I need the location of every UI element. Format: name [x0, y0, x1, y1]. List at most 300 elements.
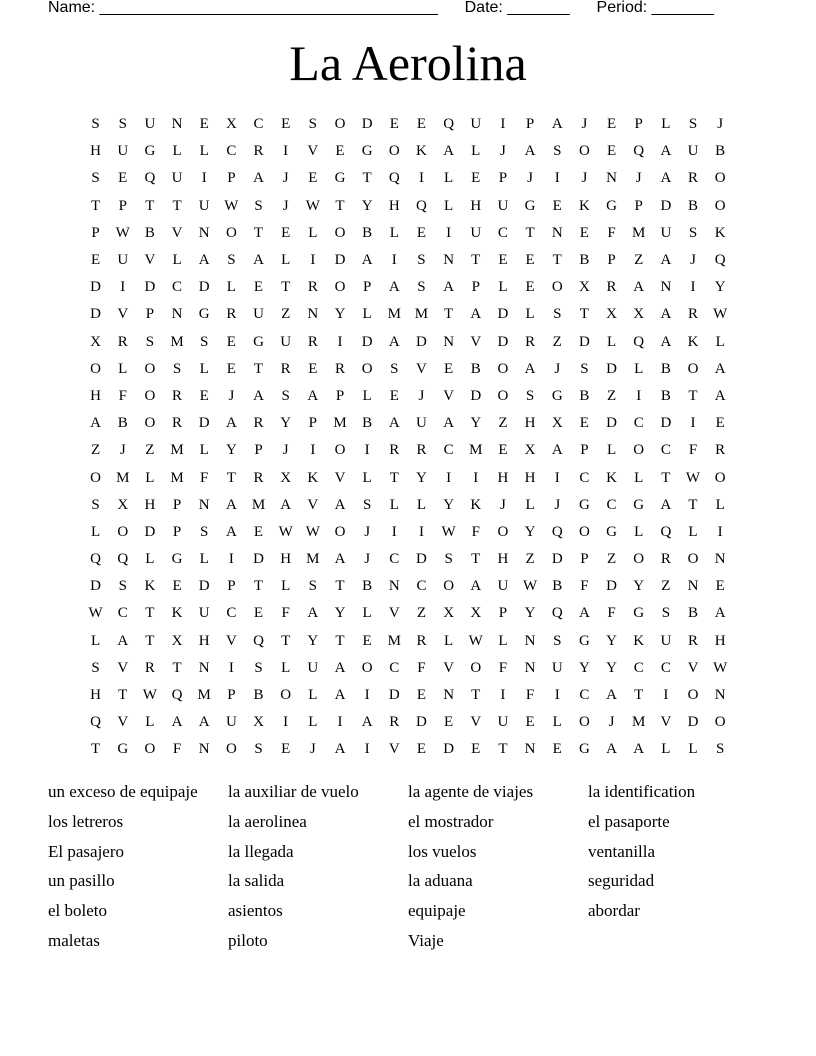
grid-letter[interactable]: S	[580, 360, 589, 377]
grid-letter[interactable]: E	[715, 578, 725, 595]
grid-letter[interactable]: S	[661, 605, 671, 622]
grid-letter[interactable]: D	[497, 333, 509, 350]
grid-letter[interactable]: O	[443, 578, 455, 595]
grid-letter[interactable]: N	[687, 578, 699, 595]
grid-letter[interactable]: P	[634, 116, 643, 133]
grid-letter[interactable]: A	[551, 116, 563, 133]
grid-letter[interactable]: T	[471, 687, 481, 704]
grid-letter[interactable]: E	[552, 197, 562, 214]
grid-letter[interactable]: C	[443, 442, 454, 459]
grid-letter[interactable]: D	[90, 578, 101, 595]
grid-letter[interactable]: D	[660, 197, 672, 214]
grid-letter[interactable]: R	[117, 333, 128, 350]
grid-letter[interactable]: U	[687, 143, 699, 160]
grid-letter[interactable]: B	[552, 578, 563, 595]
grid-letter[interactable]: M	[632, 224, 646, 241]
grid-letter[interactable]: X	[551, 415, 563, 432]
grid-letter[interactable]: D	[443, 741, 455, 758]
grid-letter[interactable]: T	[362, 170, 372, 187]
grid-letter[interactable]: S	[254, 659, 263, 676]
grid-letter[interactable]: T	[525, 224, 535, 241]
grid-letter[interactable]: T	[145, 197, 155, 214]
grid-letter[interactable]: J	[554, 496, 561, 513]
grid-letter[interactable]: J	[282, 442, 289, 459]
grid-letter[interactable]: O	[551, 279, 563, 296]
grid-letter[interactable]: J	[418, 387, 425, 404]
grid-letter[interactable]: Z	[606, 387, 617, 404]
grid-letter[interactable]: U	[144, 116, 156, 133]
grid-letter[interactable]: L	[362, 387, 372, 404]
grid-letter[interactable]: K	[606, 469, 617, 486]
grid-letter[interactable]: B	[579, 387, 590, 404]
grid-letter[interactable]: Q	[416, 197, 427, 214]
grid-letter[interactable]: E	[416, 687, 427, 704]
grid-letter[interactable]: T	[226, 469, 236, 486]
grid-letter[interactable]: I	[228, 659, 234, 676]
grid-letter[interactable]: C	[226, 605, 237, 622]
grid-letter[interactable]: S	[553, 143, 562, 160]
grid-letter[interactable]: U	[660, 224, 672, 241]
grid-letter[interactable]: J	[717, 116, 724, 133]
grid-letter[interactable]: M	[387, 306, 401, 323]
grid-letter[interactable]: R	[172, 415, 183, 432]
grid-letter[interactable]: O	[225, 741, 237, 758]
grid-letter[interactable]: I	[201, 170, 207, 187]
grid-letter[interactable]: O	[497, 360, 509, 377]
grid-letter[interactable]: E	[416, 224, 427, 241]
grid-letter[interactable]: Y	[606, 632, 617, 649]
grid-letter[interactable]: U	[117, 252, 129, 269]
grid-letter[interactable]: N	[388, 578, 400, 595]
grid-letter[interactable]: P	[145, 306, 155, 323]
grid-letter[interactable]: T	[118, 687, 128, 704]
grid-letter[interactable]: N	[660, 279, 672, 296]
grid-letter[interactable]: E	[118, 170, 128, 187]
grid-letter[interactable]: L	[308, 714, 318, 731]
grid-letter[interactable]: P	[308, 415, 317, 432]
grid-letter[interactable]: X	[253, 714, 264, 731]
grid-letter[interactable]: J	[581, 116, 588, 133]
grid-letter[interactable]: O	[280, 687, 292, 704]
grid-letter[interactable]: A	[443, 279, 455, 296]
grid-letter[interactable]: W	[713, 306, 728, 323]
grid-letter[interactable]: Q	[660, 523, 672, 540]
grid-letter[interactable]: D	[416, 333, 427, 350]
grid-letter[interactable]: X	[171, 632, 183, 649]
grid-letter[interactable]: F	[580, 578, 589, 595]
grid-letter[interactable]: S	[308, 116, 317, 133]
grid-letter[interactable]: C	[497, 224, 508, 241]
grid-letter[interactable]: S	[553, 306, 562, 323]
grid-letter[interactable]: E	[308, 360, 318, 377]
grid-letter[interactable]: A	[443, 143, 455, 160]
grid-letter[interactable]: N	[198, 659, 210, 676]
grid-letter[interactable]: L	[362, 605, 372, 622]
grid-letter[interactable]: D	[416, 714, 427, 731]
grid-letter[interactable]: M	[170, 469, 184, 486]
grid-letter[interactable]: F	[498, 659, 508, 676]
grid-letter[interactable]: L	[308, 687, 318, 704]
grid-letter[interactable]: O	[144, 387, 156, 404]
grid-letter[interactable]: I	[554, 170, 560, 187]
grid-letter[interactable]: L	[416, 496, 427, 513]
grid-letter[interactable]: V	[443, 659, 455, 676]
grid-letter[interactable]: Z	[525, 551, 535, 568]
grid-letter[interactable]: D	[361, 333, 373, 350]
grid-letter[interactable]: L	[552, 714, 562, 731]
grid-letter[interactable]: T	[281, 632, 291, 649]
grid-letter[interactable]: H	[90, 143, 101, 160]
grid-letter[interactable]: J	[282, 170, 289, 187]
grid-letter[interactable]: J	[527, 170, 533, 187]
grid-letter[interactable]: V	[660, 714, 672, 731]
grid-letter[interactable]: S	[254, 197, 263, 214]
grid-letter[interactable]: O	[633, 442, 645, 459]
grid-letter[interactable]: N	[171, 116, 183, 133]
grid-letter[interactable]: T	[688, 387, 698, 404]
grid-letter[interactable]: S	[390, 360, 399, 377]
grid-letter[interactable]: D	[388, 687, 400, 704]
grid-letter[interactable]: N	[198, 741, 210, 758]
grid-letter[interactable]: A	[307, 387, 319, 404]
grid-letter[interactable]: R	[606, 279, 617, 296]
grid-letter[interactable]: Y	[225, 442, 237, 459]
grid-letter[interactable]: J	[228, 387, 235, 404]
grid-letter[interactable]: O	[578, 143, 590, 160]
grid-letter[interactable]: Y	[334, 605, 346, 622]
grid-letter[interactable]: X	[470, 605, 482, 622]
grid-letter[interactable]: X	[606, 306, 617, 323]
grid-letter[interactable]: Q	[171, 687, 183, 704]
grid-letter[interactable]: L	[688, 523, 698, 540]
grid-letter[interactable]: U	[253, 306, 264, 323]
grid-letter[interactable]: R	[688, 632, 699, 649]
grid-letter[interactable]: L	[634, 523, 644, 540]
grid-letter[interactable]: R	[389, 442, 400, 459]
grid-letter[interactable]: P	[498, 605, 508, 622]
name-field-label[interactable]: Name: ______________________________________	[48, 0, 438, 16]
grid-letter[interactable]: O	[117, 523, 129, 540]
grid-letter[interactable]: I	[500, 687, 506, 704]
grid-letter[interactable]: W	[115, 224, 130, 241]
grid-letter[interactable]: I	[120, 279, 126, 296]
grid-letter[interactable]: E	[281, 224, 291, 241]
grid-letter[interactable]: U	[307, 659, 319, 676]
grid-letter[interactable]: J	[364, 523, 371, 540]
grid-letter[interactable]: J	[554, 360, 561, 377]
grid-letter[interactable]: T	[145, 632, 155, 649]
grid-letter[interactable]: L	[471, 143, 481, 160]
grid-letter[interactable]: U	[198, 605, 210, 622]
grid-letter[interactable]: U	[225, 714, 237, 731]
grid-letter[interactable]: I	[364, 442, 370, 459]
grid-letter[interactable]: I	[446, 224, 452, 241]
grid-letter[interactable]: H	[497, 469, 509, 486]
grid-letter[interactable]: C	[633, 659, 644, 676]
grid-letter[interactable]: F	[281, 605, 290, 622]
grid-letter[interactable]: D	[660, 415, 672, 432]
grid-letter[interactable]: A	[198, 252, 210, 269]
grid-letter[interactable]: P	[227, 578, 236, 595]
grid-letter[interactable]: D	[334, 252, 346, 269]
grid-letter[interactable]: L	[145, 469, 155, 486]
grid-letter[interactable]: D	[551, 551, 563, 568]
grid-letter[interactable]: Q	[253, 632, 264, 649]
grid-letter[interactable]: B	[579, 252, 590, 269]
grid-letter[interactable]: Y	[443, 496, 455, 513]
grid-letter[interactable]: J	[309, 741, 316, 758]
grid-letter[interactable]: Q	[117, 551, 129, 568]
grid-letter[interactable]: A	[253, 252, 264, 269]
grid-letter[interactable]: O	[361, 659, 373, 676]
grid-letter[interactable]: D	[90, 306, 101, 323]
grid-letter[interactable]: S	[91, 496, 100, 513]
grid-letter[interactable]: R	[253, 469, 264, 486]
grid-letter[interactable]: E	[579, 224, 589, 241]
grid-letter[interactable]: U	[660, 632, 672, 649]
grid-letter[interactable]: W	[224, 197, 239, 214]
grid-letter[interactable]: E	[253, 605, 264, 622]
grid-letter[interactable]: X	[633, 306, 645, 323]
grid-letter[interactable]: Y	[606, 659, 617, 676]
grid-letter[interactable]: K	[714, 224, 726, 241]
grid-letter[interactable]: E	[253, 279, 264, 296]
grid-letter[interactable]: F	[688, 442, 698, 459]
grid-letter[interactable]: T	[253, 360, 264, 377]
grid-letter[interactable]: E	[416, 741, 427, 758]
grid-letter[interactable]: A	[443, 415, 455, 432]
grid-letter[interactable]: O	[578, 714, 590, 731]
grid-letter[interactable]: P	[227, 687, 236, 704]
grid-letter[interactable]: L	[661, 116, 671, 133]
grid-letter[interactable]: G	[578, 632, 590, 649]
grid-letter[interactable]: U	[117, 143, 129, 160]
grid-letter[interactable]: L	[199, 442, 209, 459]
grid-letter[interactable]: A	[714, 387, 726, 404]
grid-letter[interactable]: A	[388, 279, 400, 296]
grid-letter[interactable]: I	[636, 387, 642, 404]
grid-letter[interactable]: O	[497, 387, 509, 404]
grid-letter[interactable]: X	[225, 116, 237, 133]
grid-letter[interactable]: V	[388, 741, 400, 758]
grid-letter[interactable]: C	[253, 116, 264, 133]
grid-letter[interactable]: W	[142, 687, 157, 704]
grid-letter[interactable]: A	[660, 333, 672, 350]
grid-letter[interactable]: L	[498, 632, 508, 649]
grid-letter[interactable]: V	[687, 659, 699, 676]
grid-letter[interactable]: I	[554, 687, 560, 704]
grid-letter[interactable]: U	[470, 224, 482, 241]
grid-letter[interactable]: T	[90, 741, 101, 758]
grid-letter[interactable]: L	[634, 360, 644, 377]
grid-letter[interactable]: A	[117, 632, 129, 649]
grid-letter[interactable]: Y	[307, 632, 319, 649]
grid-letter[interactable]: L	[389, 496, 399, 513]
grid-letter[interactable]: Z	[552, 333, 562, 350]
grid-letter[interactable]: O	[633, 551, 645, 568]
grid-letter[interactable]: M	[414, 306, 429, 323]
grid-letter[interactable]: S	[688, 116, 698, 133]
grid-letter[interactable]: I	[283, 714, 289, 731]
grid-letter[interactable]: B	[715, 143, 726, 160]
grid-letter[interactable]: G	[633, 605, 645, 622]
grid-letter[interactable]: R	[688, 306, 699, 323]
grid-letter[interactable]: O	[144, 741, 156, 758]
grid-letter[interactable]: J	[581, 170, 588, 187]
grid-letter[interactable]: B	[362, 415, 373, 432]
grid-letter[interactable]: L	[145, 714, 155, 731]
grid-letter[interactable]: B	[253, 687, 264, 704]
grid-letter[interactable]: F	[607, 224, 616, 241]
grid-letter[interactable]: E	[606, 116, 617, 133]
grid-letter[interactable]: A	[280, 496, 292, 513]
grid-letter[interactable]: G	[551, 387, 563, 404]
grid-letter[interactable]: Y	[470, 415, 482, 432]
grid-letter[interactable]: E	[525, 252, 535, 269]
grid-letter[interactable]: A	[171, 714, 183, 731]
grid-letter[interactable]: M	[197, 687, 211, 704]
grid-letter[interactable]: T	[172, 659, 182, 676]
grid-letter[interactable]: G	[524, 197, 536, 214]
grid-letter[interactable]: S	[227, 252, 236, 269]
grid-letter[interactable]: S	[118, 578, 127, 595]
grid-letter[interactable]: L	[172, 143, 182, 160]
grid-letter[interactable]: J	[635, 170, 642, 187]
grid-letter[interactable]: A	[388, 415, 400, 432]
grid-letter[interactable]: S	[118, 116, 127, 133]
grid-letter[interactable]: L	[362, 306, 372, 323]
grid-letter[interactable]: Q	[90, 551, 101, 568]
grid-letter[interactable]: C	[660, 442, 671, 459]
grid-letter[interactable]: Z	[606, 551, 617, 568]
grid-letter[interactable]: R	[172, 387, 183, 404]
grid-letter[interactable]: L	[606, 442, 617, 459]
grid-letter[interactable]: T	[253, 224, 264, 241]
grid-letter[interactable]: E	[389, 387, 399, 404]
grid-letter[interactable]: X	[117, 496, 129, 513]
grid-letter[interactable]: T	[335, 578, 345, 595]
grid-letter[interactable]: F	[525, 687, 535, 704]
grid-letter[interactable]: P	[580, 551, 589, 568]
grid-letter[interactable]: D	[90, 279, 101, 296]
grid-letter[interactable]: L	[226, 279, 236, 296]
grid-letter[interactable]: P	[525, 116, 535, 133]
grid-letter[interactable]: Z	[145, 442, 155, 459]
grid-letter[interactable]: V	[225, 632, 237, 649]
grid-letter[interactable]: Z	[90, 442, 101, 459]
grid-letter[interactable]: I	[473, 469, 479, 486]
grid-letter[interactable]: S	[362, 496, 372, 513]
grid-letter[interactable]: D	[606, 578, 617, 595]
grid-letter[interactable]: U	[416, 415, 427, 432]
grid-letter[interactable]: E	[199, 116, 209, 133]
grid-letter[interactable]: D	[253, 551, 264, 568]
grid-letter[interactable]: D	[416, 551, 427, 568]
grid-letter[interactable]: L	[389, 224, 399, 241]
grid-letter[interactable]: O	[144, 360, 156, 377]
grid-letter[interactable]: E	[471, 170, 481, 187]
grid-letter[interactable]: A	[225, 523, 237, 540]
grid-letter[interactable]: O	[334, 224, 346, 241]
grid-letter[interactable]: V	[307, 496, 319, 513]
grid-letter[interactable]: L	[199, 360, 209, 377]
grid-letter[interactable]: O	[714, 469, 726, 486]
grid-letter[interactable]: N	[524, 741, 536, 758]
grid-letter[interactable]: P	[580, 442, 589, 459]
grid-letter[interactable]: E	[444, 360, 454, 377]
grid-letter[interactable]: M	[387, 632, 401, 649]
grid-letter[interactable]: L	[444, 632, 454, 649]
grid-letter[interactable]: Y	[633, 578, 645, 595]
grid-letter[interactable]: J	[500, 496, 506, 513]
grid-letter[interactable]: M	[469, 442, 483, 459]
grid-letter[interactable]: F	[172, 741, 182, 758]
grid-letter[interactable]: C	[226, 143, 237, 160]
grid-letter[interactable]: X	[280, 469, 292, 486]
date-field-label[interactable]: Date: _______	[464, 0, 570, 16]
grid-letter[interactable]: Y	[334, 306, 346, 323]
grid-letter[interactable]: P	[227, 170, 236, 187]
grid-letter[interactable]: I	[337, 333, 343, 350]
grid-letter[interactable]: C	[660, 659, 671, 676]
grid-letter[interactable]: D	[470, 387, 482, 404]
grid-letter[interactable]: D	[497, 306, 509, 323]
grid-letter[interactable]: J	[364, 551, 371, 568]
grid-letter[interactable]: L	[525, 496, 535, 513]
grid-letter[interactable]: K	[687, 333, 699, 350]
grid-letter[interactable]: X	[443, 605, 455, 622]
grid-letter[interactable]: C	[606, 496, 617, 513]
grid-letter[interactable]: N	[198, 496, 210, 513]
grid-letter[interactable]: T	[145, 605, 155, 622]
grid-letter[interactable]: S	[553, 632, 562, 649]
grid-letter[interactable]: Q	[714, 252, 726, 269]
grid-letter[interactable]: R	[688, 170, 699, 187]
grid-letter[interactable]: Y	[524, 523, 536, 540]
grid-letter[interactable]: H	[714, 632, 726, 649]
grid-letter[interactable]: M	[116, 469, 130, 486]
grid-letter[interactable]: O	[144, 415, 156, 432]
grid-letter[interactable]: D	[144, 279, 156, 296]
grid-letter[interactable]: U	[171, 170, 183, 187]
grid-letter[interactable]: R	[525, 333, 536, 350]
grid-letter[interactable]: U	[497, 714, 509, 731]
grid-letter[interactable]: V	[470, 714, 482, 731]
grid-letter[interactable]: L	[172, 252, 182, 269]
grid-letter[interactable]: N	[606, 170, 617, 187]
grid-letter[interactable]: F	[200, 469, 209, 486]
grid-letter[interactable]: F	[471, 523, 480, 540]
grid-letter[interactable]: M	[170, 442, 184, 459]
grid-letter[interactable]: A	[606, 687, 617, 704]
grid-letter[interactable]: T	[335, 632, 345, 649]
grid-letter[interactable]: V	[334, 469, 346, 486]
grid-letter[interactable]: P	[471, 279, 480, 296]
grid-letter[interactable]: E	[416, 116, 427, 133]
grid-letter[interactable]: L	[308, 224, 318, 241]
grid-letter[interactable]: I	[283, 143, 289, 160]
grid-letter[interactable]: P	[498, 170, 508, 187]
grid-letter[interactable]: I	[663, 687, 669, 704]
grid-letter[interactable]: N	[443, 333, 455, 350]
grid-letter[interactable]: P	[172, 523, 182, 540]
grid-letter[interactable]: G	[334, 170, 346, 187]
grid-letter[interactable]: O	[334, 116, 346, 133]
grid-letter[interactable]: Q	[551, 523, 563, 540]
grid-letter[interactable]: M	[632, 714, 646, 731]
grid-letter[interactable]: S	[716, 741, 725, 758]
grid-letter[interactable]: A	[660, 143, 672, 160]
